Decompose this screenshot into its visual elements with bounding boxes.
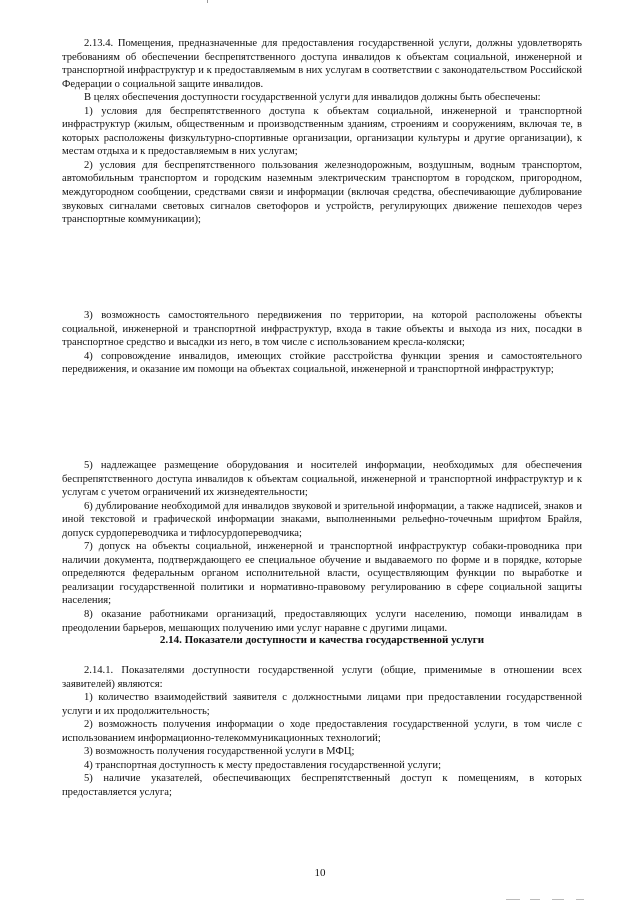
paragraph-accessibility-intro: В целях обеспечения доступности государственной услуги для инвалидов должны быть обеспечены: bbox=[84, 92, 541, 104]
list-item-2: 2) условия для беспрепятственного пользования железнодорожным, воздушным, водным транспортом, автомобильным транспортом и городским наземным электрическим транспортом в городском, пригородном, междугородном сообщении, средствами связи и информации (включая средства, обеспечивающие дублирование звуковых сигналами световых сигналов светофоров и устройств, регулирующих движение пешеходов через транспортные коммуникации); bbox=[62, 159, 582, 226]
section-2-13-4-items-5-8 bbox=[62, 459, 582, 635]
indicator-item-4: 4) транспортная доступность к месту предоставления государственной услуги; bbox=[84, 759, 442, 771]
paragraph-2-14-1: 2.14.1. Показателями доступности государственной услуги (общие, применимые в отношении всех заявителей) являются: bbox=[62, 665, 582, 690]
page-number: 10 bbox=[314, 867, 326, 879]
list-item-8: 8) оказание работниками организаций, предоставляющих услуги населению, помощи инвалидам в преодолении барьеров, мешающих получению ими услуг наравне с другими лицами. bbox=[62, 609, 582, 634]
section-heading-2-14: 2.14. Показатели доступности и качества государственной услуги bbox=[159, 634, 485, 646]
scan-mark bbox=[207, 0, 208, 3]
paragraph-2-13-4: 2.13.4. Помещения, предназначенные для предоставления государственной услуги, должны удовлетворять требованиям об обеспечении беспрепятственного доступа инвалидов к объектам социальной, инженерной и транспортной инфраструктур и к предоставляемым в них услугам в соответствии с законодательством Российской Федерации о социальной защите инвалидов. bbox=[62, 38, 582, 90]
indicator-item-2: 2) возможность получения информации о ходе предоставления государственной услуги, в том числе с использованием информационно-телекоммуникационных технологий; bbox=[62, 719, 582, 744]
list-item-1: 1) условия для беспрепятственного доступа к объектам социальной, инженерной и транспортной инфраструктур (жилым, общественным и производственным зданиям, строениям и сооружениям, включая те, в которых расположены физкультурно-спортивные организации, организации культуры и другие организации), к местам отдыха и к предоставляемым в них услугам; bbox=[62, 105, 582, 158]
indicator-item-3: 3) возможность получения государственной услуги в МФЦ; bbox=[84, 746, 355, 758]
scan-mark bbox=[530, 899, 540, 900]
scan-mark bbox=[576, 899, 584, 900]
section-2-13-4-intro bbox=[62, 37, 582, 227]
list-item-4: 4) сопровождение инвалидов, имеющих стойкие расстройства функции зрения и самостоятельного передвижения, и оказание им помощи на объектах социальной, инженерной и транспортной инфраструктур; bbox=[62, 350, 582, 376]
list-item-3: 3) возможность самостоятельного передвижения по территории, на которой расположены объекты социальной, инженерной и транспортной инфраструктур, входа в такие объекты и выхода из них, посадки в транспортное средство и высадки из него, в том числе с использованием кресла-коляски; bbox=[62, 310, 582, 349]
indicator-item-5: 5) наличие указателей, обеспечивающих беспрепятственный доступ к помещениям, в которых предоставляется услуга; bbox=[62, 773, 582, 798]
list-item-6: 6) дублирование необходимой для инвалидов звуковой и зрительной информации, а также надписей, знаков и иной текстовой и графической информации знаками, выполненными рельефно-точечным шрифтом Брайля, допуск сурдопереводчика и тифлосурдопереводчика; bbox=[62, 500, 582, 539]
indicator-item-1: 1) количество взаимодействий заявителя с должностными лицами при предоставлении государственной услуги и их продолжительность; bbox=[62, 692, 582, 717]
scan-mark bbox=[552, 899, 564, 900]
list-item-5: 5) надлежащее размещение оборудования и носителей информации, необходимых для обеспечения беспрепятственного доступа инвалидов к объектам социальной, инженерной и транспортной инфраструктур и к услугам с учетом ограничений их жизнедеятельности; bbox=[62, 460, 582, 499]
list-item-7: 7) допуск на объекты социальной, инженерной и транспортной инфраструктур собаки-проводника при наличии документа, подтверждающего ее специальное обучение и выдаваемого по форме и в порядке, которые определяются федеральным органом исполнительной власти, осуществляющим функции по выработке и реализации государственной политики и нормативно-правовому регулированию в сфере социальной защиты населения; bbox=[62, 541, 582, 607]
scan-mark bbox=[506, 899, 520, 900]
section-2-14-1 bbox=[62, 664, 582, 799]
section-2-13-4-items-3-4 bbox=[62, 309, 582, 377]
